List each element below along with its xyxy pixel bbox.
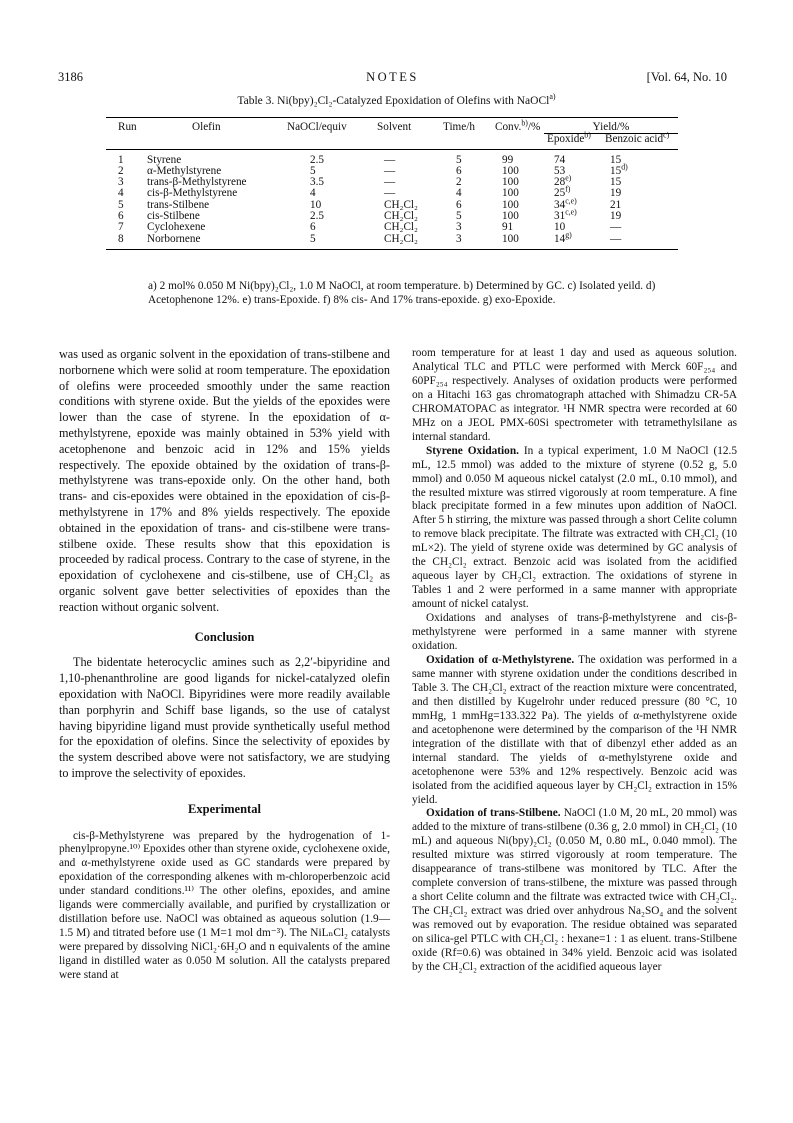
cell-solvent: — bbox=[384, 153, 396, 166]
cell-acid: 15 bbox=[610, 153, 622, 166]
cell-epoxide: 28$^{e)}$ bbox=[554, 173, 572, 189]
paragraph: cis-β-Methylstyrene was prepared by the hydrogenation of 1-phenylpropyne.¹⁰⁾ Epoxides other than styrene oxide, cyclohexene oxide, and α-methylstyrene oxide used as GC standards were prepared by epoxidation of the corresponding alkenes with m-chloroperbenzoic acid under standard conditions.¹¹⁾ The other olefins, epoxides, and amine ligands were commercially available, and purified by crystallization or distillation before use. NaOCl was obtained as aqueous solution (1.9—1.5 M) and titrated before use (1 M=1 mol dm⁻³). The NiLₙCl₂ catalysts were prepared by dissolving NiCl₂·6H₂O and n equivalents of the amine ligand in distilled water as 0.050 M solution. All the catalysts prepared were stand at bbox=[59, 829, 390, 981]
cell-epoxide: 14$^{g)}$ bbox=[544, 234, 602, 250]
header-naocl: NaOCl/equiv bbox=[284, 118, 374, 134]
paragraph: Styrene Oxidation. In a typical experiment, 1.0 M NaOCl (12.5 mL, 12.5 mmol) was added to the mixture of styrene (0.52 g, 5.0 mmol) and 0.050 M aqueous nickel catalyst (2.0 mL, 0.10 mmol), and the resulted mixture was stirred vigorously at room temperature. A fine black precipitate formed in a few minutes upon addition of NaOCl. After 5 h stirring, the mixture was passed through a short Celite column to remove black precipitate. The filtrate was extracted with CH₂Cl₂ (10 mL×2). The yield of styrene oxide was determined by GC analysis of the CH₂Cl₂ extract. Benzoic acid was isolated from the acidified aqueous layer by CH₂Cl₂ extraction. The oxidations of styrene in Tables 1 and 2 were performed in a same manner with appropriate amount of nickel catalyst. bbox=[412, 444, 737, 611]
cell-epoxide: 25$^{f)}$ bbox=[554, 184, 571, 200]
cell-conv: 100 bbox=[502, 164, 519, 177]
cell-run: 7 bbox=[118, 221, 124, 234]
table-row bbox=[106, 234, 678, 250]
cell-solvent: — bbox=[384, 164, 396, 177]
cell-run: 4 bbox=[118, 187, 124, 200]
cell-time: 2 bbox=[456, 176, 462, 189]
cell-solvent: — bbox=[384, 187, 396, 200]
header-solvent: Solvent bbox=[374, 118, 440, 134]
header-olefin: Olefin bbox=[144, 118, 284, 134]
cell-conv: 100 bbox=[502, 198, 519, 211]
paragraph: Oxidation of trans-Stilbene. NaOCl (1.0 M, 20 mL, 20 mmol) was added to the mixture of trans-stilbene (0.36 g, 2.0 mmol) in CH₂Cl₂ (10 mL) and aqueous Ni(bpy)₂Cl₂ (0.050 M, 0.80 mL, 0.040 mmol). The resulted mixture was stirred vigorously at room temperature. The disappearance of trans-stilbene was monitored by TLC. After the complete conversion of trans-stilbene, the mixture was passed through a short Celite column and the filtrate was extracted twice with CH₂Cl₂. The CH₂Cl₂ extract was dried over anhydrous Na₂SO₄ and the solvent was removed out by evaporation. The residue obtained was separated on silica-gel PTLC with CH₂Cl₂ : hexane=1 : 1 as eluent. trans-Stilbene oxide (Rf=0.6) was obtained in 34% yield. Benzoic acid was isolated by the CH₂Cl₂ extraction of the acidified aqueous layer bbox=[412, 807, 737, 973]
cell-run: 6 bbox=[118, 210, 124, 223]
cell-naocl: 2.5 bbox=[310, 153, 324, 166]
cell-naocl: 3.5 bbox=[310, 176, 324, 189]
cell-acid: 19 bbox=[610, 187, 622, 200]
cell-epoxide: 34$^{c,e)}$ bbox=[554, 196, 577, 211]
cell-conv: 100 bbox=[502, 176, 519, 189]
cell-olefin: Cyclohexene bbox=[147, 221, 206, 234]
table-row bbox=[106, 149, 678, 166]
paragraph: was used as organic solvent in the epoxidation of trans-stilbene and norbornene which were solid at room temperature. The epoxidation of olefins were proceeded smoothly under the same reaction conditions with styrene oxide. But the yields of the epoxides were lower than the case of styrene. In the epoxidation of α-methylstyrene, epoxide was mainly obtained in 53% yield with acetophenone and benzoic acid in 12% and 15% yields respectively. The epoxide obtained by the oxidation of trans-β-methylstyrene was trans-epoxide only. On the other hand, both trans- and cis-epoxides were obtained in the epoxidation of cis-β-methylstyrene in 17% and 8% yields respectively. The epoxide obtained in the epoxidation of trans- and cis-stilbene were trans-stilbene oxide. These results show that this epoxidation is proceeded by radical process. Contrary to the case of styrene, in the epoxidation of cyclohexene and cis-stilbene, use of CH₂Cl₂ as organic solvent gave better selectivities of epoxides than the reaction without organic solvent. bbox=[59, 347, 390, 614]
cell-acid: 19 bbox=[610, 210, 622, 223]
header-yield: Yield/% bbox=[544, 118, 678, 134]
results-table bbox=[106, 117, 678, 250]
left-column bbox=[59, 347, 390, 982]
cell-olefin: Styrene bbox=[147, 153, 182, 166]
header-acid: Benzoic acid$^{c)}$ bbox=[602, 134, 678, 149]
cell-acid: 15$^{d)}$ bbox=[610, 162, 628, 177]
cell-run: 3 bbox=[118, 176, 124, 189]
volume-info: [Vol. 64, No. 10 bbox=[646, 70, 727, 84]
cell-time: 5 bbox=[456, 210, 462, 223]
cell-acid: 15 bbox=[610, 176, 622, 189]
cell-naocl: 5 bbox=[284, 234, 374, 250]
cell-epoxide: 74 bbox=[554, 153, 566, 166]
cell-time: 4 bbox=[456, 187, 462, 200]
cell-conv: 100 bbox=[492, 234, 544, 250]
cell-naocl: 5 bbox=[310, 164, 316, 177]
heading-conclusion: Conclusion bbox=[194, 629, 255, 644]
cell-olefin: cis-Stilbene bbox=[147, 210, 200, 223]
page-number: 3186 bbox=[58, 70, 83, 84]
heading-experimental: Experimental bbox=[188, 801, 261, 816]
cell-solvent: — bbox=[384, 176, 396, 189]
table-footnotes: a) 2 mol% 0.050 M Ni(bpy)₂Cl₂, 1.0 M NaOCl, at room temperature. b) Determined by GC. c) Isolated yeild. d) Acetophenone 12%. e) trans-Epoxide. f) 8% cis- And 17% trans-epoxide. g) exo-Epoxide. bbox=[148, 280, 656, 306]
cell-run: 2 bbox=[118, 164, 124, 177]
cell-solvent: CH₂Cl₂ bbox=[384, 210, 418, 223]
header-epoxide: Epoxide$^{b)}$ bbox=[544, 134, 602, 149]
cell-conv: 99 bbox=[502, 153, 514, 166]
cell-time: 3 bbox=[440, 234, 492, 250]
cell-acid: — bbox=[610, 221, 622, 234]
cell-solvent: CH₂Cl₂ bbox=[384, 221, 418, 234]
cell-conv: 100 bbox=[502, 187, 519, 200]
cell-olefin: α-Methylstyrene bbox=[147, 164, 222, 177]
right-column bbox=[412, 347, 737, 975]
cell-run: 5 bbox=[118, 198, 124, 211]
cell-epoxide: 53 bbox=[554, 164, 566, 177]
cell-time: 5 bbox=[456, 153, 462, 166]
paragraph: room temperature for at least 1 day and used as aqueous solution. Analytical TLC and PTLC were performed with Merck 60F₂₅₄ and 60PF₂₅₄ respectively. Analyses of oxidation products were performed on a Hitachi 163 gas chromatograph attached with Shimadzu CR-5A CHROMATOPAC as integrator. ¹H NMR spectra were recorded at 60 MHz on a JEOL PMX-60Si spectrometer with tetramethylsilane as internal standard. bbox=[412, 347, 737, 443]
cell-acid: — bbox=[602, 234, 678, 250]
cell-conv: 100 bbox=[502, 210, 519, 223]
header-time: Time/h bbox=[440, 118, 492, 134]
cell-time: 6 bbox=[456, 164, 462, 177]
paragraph: Oxidation of α-Methylstyrene. The oxidation was performed in a same manner with styrene oxidation under the conditions described in Table 3. The CH₂Cl₂ extract of the reaction mixture were concentrated, and then distilled by Kugelrohr under reduced pressure (80 °C, 10 mmHg, 1 mmHg=133.322 Pa). The yields of α-methylstyrene oxide and acetophenone were determined by the comparison of the ¹H NMR integration of the distillate with that of dibenzyl ether added as an internal standard. The yields of α-methylstyrene oxide and acetophenone were 53% and 12% respectively. Benzoic acid was isolated from the acidified aqueous layer by CH₂Cl₂ extraction in 15% yield. bbox=[412, 653, 737, 806]
cell-time: 6 bbox=[456, 198, 462, 211]
cell-olefin: trans-β-Methylstyrene bbox=[147, 176, 247, 189]
page-header bbox=[58, 70, 727, 86]
cell-naocl: 4 bbox=[310, 187, 316, 200]
cell-olefin: Norbornene bbox=[144, 234, 284, 250]
cell-run: 8 bbox=[106, 234, 144, 250]
cell-olefin: trans-Stilbene bbox=[147, 198, 210, 211]
paragraph: Oxidations and analyses of trans-β-methylstyrene and cis-β-methylstyrene were performed in a same manner with styrene oxidation. bbox=[412, 612, 737, 653]
paragraph: The bidentate heterocyclic amines such as 2,2′-bipyridine and 1,10-phenanthroline are good ligands for nickel-catalyzed olefin epoxidation with NaOCl. Bipyridines were more readily available than porphyrin and Schiff base ligands, so the use of catalyst having bipyridine ligand must provide synthetically useful method for the epoxidation of olefins. Since the selectivity of epoxides by the system described above were not satisfactory, we are studying to improve the selectivity of epoxides. bbox=[59, 655, 390, 780]
cell-epoxide: 31$^{c,e)}$ bbox=[554, 207, 577, 223]
cell-olefin: cis-β-Methylstyrene bbox=[147, 187, 238, 200]
cell-acid: 21 bbox=[610, 198, 622, 211]
header-conv: Conv.$^{b)}$/% bbox=[492, 118, 544, 134]
cell-naocl: 6 bbox=[310, 221, 316, 234]
cell-conv: 91 bbox=[502, 221, 514, 234]
cell-epoxide: 10 bbox=[554, 221, 566, 234]
cell-naocl: 10 bbox=[310, 198, 322, 211]
cell-naocl: 2.5 bbox=[310, 210, 324, 223]
cell-time: 3 bbox=[456, 221, 462, 234]
cell-solvent: CH₂Cl₂ bbox=[384, 198, 418, 211]
table-caption: Table 3. Ni(bpy)₂Cl₂-Catalyzed Epoxidation of Olefins with NaOCl$^{a)}$ bbox=[237, 92, 556, 107]
header-run: Run bbox=[106, 118, 144, 134]
cell-solvent: CH₂Cl₂ bbox=[374, 234, 440, 250]
cell-run: 1 bbox=[118, 153, 124, 166]
section-title: NOTES bbox=[366, 70, 419, 84]
